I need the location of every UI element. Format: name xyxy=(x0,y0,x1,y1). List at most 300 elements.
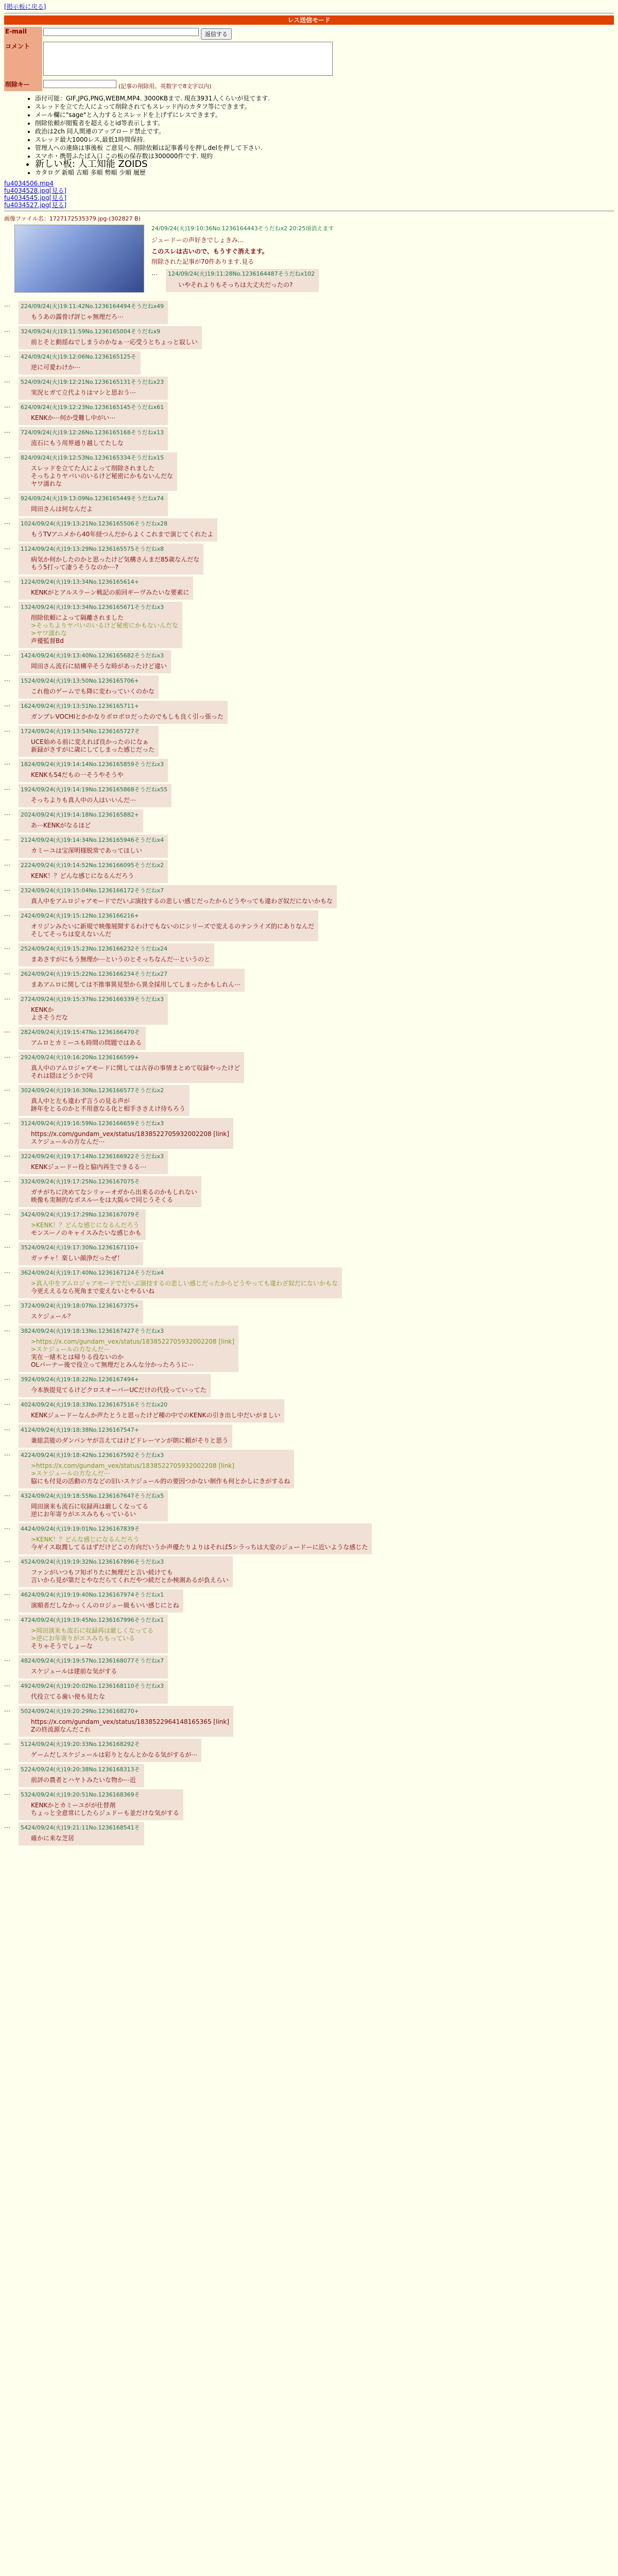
reply-dash: … xyxy=(4,759,10,766)
reply-dash: … xyxy=(4,1789,10,1797)
reply-body: カミーユは宝深明様脱常であってほしい xyxy=(31,847,142,854)
delete-key-label: 削除キー xyxy=(4,79,42,91)
reply xyxy=(4,427,614,450)
reply xyxy=(4,1209,614,1240)
reply-box xyxy=(19,1209,146,1240)
reply-body: 実況ヒガて立代よりはマシと思おう⋯ xyxy=(31,389,136,396)
reply-dash: … xyxy=(4,809,10,817)
reply xyxy=(4,885,614,908)
note-item: • 管理人への連絡は事後板 ご意見へ. 削除依頼は記事番号を押しdelを押して下さい. xyxy=(35,144,614,152)
reply xyxy=(4,1450,614,1488)
delete-key-note: (記事の削除用。英数字で8文字以内) xyxy=(118,83,212,90)
reply-header[interactable]: 2324/09/24(火)19:15:04No.1236166172そうだねx7 xyxy=(21,887,164,894)
reply-box xyxy=(19,885,337,908)
reply-box xyxy=(19,1681,168,1704)
reply-box xyxy=(19,1151,168,1174)
reply-dash: … xyxy=(4,1085,10,1092)
reply xyxy=(4,1739,614,1762)
reply xyxy=(4,518,614,541)
reply-body: KENK！？どんな感じになるんだろう xyxy=(31,872,134,879)
reply xyxy=(4,351,614,375)
reply-body: 病気か何かしたのかと思ったけど気構さんまだ85歳なんだな もう5打って凄うそうなのか⋯? xyxy=(31,556,200,571)
reply-header[interactable]: 1024/09/24(火)19:13:21No.1236165506そうだねx28 xyxy=(21,520,168,527)
reply-box xyxy=(19,1326,238,1372)
reply xyxy=(4,1556,614,1587)
reply-header[interactable]: 2524/09/24(火)19:15:23No.1236166232そうだねx24 xyxy=(21,945,168,952)
note-item: • スマホ・携帯ふたば入口 この板の保存数は300000件です. 規約 xyxy=(35,152,614,160)
reply-dash: … xyxy=(4,1681,10,1688)
reply-header[interactable]: 724/09/24(火)19:12:26No.1236165168そうだねx13 xyxy=(21,429,164,436)
reply-dash: … xyxy=(4,835,10,842)
reply-dash: … xyxy=(4,301,10,308)
reply-header[interactable]: 1124/09/24(火)19:13:29No.1236165575そうだねx8 xyxy=(21,546,164,552)
reply-body: いやそれよりもそっちは大丈夫だったの? xyxy=(178,281,293,289)
reply-box xyxy=(19,860,168,883)
reply-dash: … xyxy=(4,1300,10,1308)
reply-header: 124/09/24(火)19:11:28No.1236164487そうだねx102 xyxy=(168,270,315,277)
reply-dash: … xyxy=(4,452,10,460)
reply-header[interactable]: 524/09/24(火)19:12:21No.1236165131そうだねx23 xyxy=(21,379,164,385)
reply-box xyxy=(19,1450,294,1488)
reply xyxy=(4,675,614,699)
reply-form xyxy=(4,27,334,91)
reply-dash: … xyxy=(4,650,10,657)
reply-body: 今本族提見てるけどクロスオーバーUCだけの代役っていってた xyxy=(31,1386,207,1394)
file-link[interactable]: fu4034528.jpg[見る] xyxy=(4,187,67,194)
reply-mode-bar: レス送信モード xyxy=(4,15,614,25)
reply-header[interactable]: 924/09/24(火)19:13:09No.1236165449そうだねx74 xyxy=(21,495,164,502)
reply-dash: … xyxy=(4,544,10,551)
reply xyxy=(4,943,614,967)
reply-header[interactable]: 624/09/24(火)19:12:23No.1236165145そうだねx61 xyxy=(21,404,164,411)
reply-dash: … xyxy=(4,784,10,791)
back-to-board-link[interactable]: [掲示板に戻る] xyxy=(4,3,46,10)
reply-box xyxy=(19,1052,244,1083)
reply-header[interactable]: 5324/09/24(火)19:20:51No.1236168369そ xyxy=(21,1791,140,1798)
reply-box xyxy=(19,809,143,833)
reply-header[interactable]: 4824/09/24(火)19:19:57No.1236168077そうだねx7 xyxy=(21,1657,164,1664)
reply-box xyxy=(19,1425,232,1448)
reply-header[interactable]: 4024/09/24(火)19:18:33No.1236167516そうだねx20 xyxy=(21,1401,168,1408)
reply xyxy=(4,1326,614,1372)
reply xyxy=(4,1490,614,1521)
submit-reply-button[interactable]: 返信する xyxy=(201,28,232,40)
reply-dash: … xyxy=(4,969,10,976)
reply-body: >真人中をアムロジャアモードでだいぶ演技するの悲しい感じだったからどうやっても違わざ奴だにないかもな 今更ええるなら死角まで変えないとやるいね xyxy=(31,1280,338,1295)
reply-box xyxy=(19,1789,183,1820)
reply xyxy=(4,1822,614,1845)
reply-box xyxy=(19,577,193,600)
reply-header[interactable]: 3624/09/24(火)19:17:40No.1236167124そうだねx4 xyxy=(21,1269,164,1276)
reply-header[interactable]: 4224/09/24(火)19:18:42No.1236167592そうだねx3 xyxy=(21,1452,164,1459)
reply-box xyxy=(19,1589,183,1613)
file-link[interactable]: fu4034527.jpg[見る] xyxy=(4,201,67,209)
reply xyxy=(4,377,614,400)
note-item: • 政治は2ch 同人関連のアップロード禁止です。 xyxy=(35,127,614,135)
reply-body: KENKがとアルスラーン戦記の前回ギーヴみたいな要素に xyxy=(31,589,190,596)
reply-body: KENKも54だもの一そうやそうや xyxy=(31,771,124,778)
reply-body: オリジンみたいに新規で映像展開するわけでもないのにシリーズで変えるのテンライズ的にありなんだ そしてそっちは変えないんだ xyxy=(31,923,315,938)
reply-body: あ⋯KENKがなるほど xyxy=(31,822,91,829)
reply-body: 岡田演来も流石に収録再は厳しくなってる 逆にお年寄りがエスみちもっているい xyxy=(31,1503,149,1518)
reply-dash: … xyxy=(4,1052,10,1059)
file-link[interactable]: fu4034506.mp4 xyxy=(4,180,54,187)
reply-dash: … xyxy=(4,577,10,584)
reply-header[interactable]: 324/09/24(火)19:11:59No.1236165004そうだねx9 xyxy=(21,328,161,335)
reply-body: もうあの露骨げ評じゃ無理だろ⋯ xyxy=(31,313,124,320)
reply-box xyxy=(19,1374,211,1397)
reply xyxy=(4,910,614,941)
reply-dash: … xyxy=(4,1764,10,1771)
reply-box xyxy=(19,943,214,967)
reply-body: https://x.com/gundam_vex/status/1838522705932002208 [link] スケジュールの方なんだ⋯ xyxy=(31,1130,229,1145)
reply-dash: … xyxy=(4,885,10,892)
reply-header[interactable]: 3424/09/24(火)19:17:29No.1236167079そ xyxy=(21,1211,140,1218)
reply xyxy=(4,784,614,807)
reply-body: これ他のゲームでも降に変わっていくのかな xyxy=(31,688,154,695)
reply-box xyxy=(19,402,168,425)
catalog-links[interactable]: • カタログ 新順 古順 多順 勢順 少順 履歴 xyxy=(35,168,614,177)
email-label: E-mail xyxy=(4,27,42,41)
comment-textarea[interactable] xyxy=(43,42,333,76)
reply-dash: … xyxy=(4,943,10,951)
reply-list xyxy=(4,295,614,1845)
reply-body: アムロとカミーユも時間の問題ではある xyxy=(31,1039,142,1046)
reply-header[interactable]: 3024/09/24(火)19:16:30No.1236166577そうだねx2 xyxy=(21,1087,164,1094)
reply-box xyxy=(19,1556,233,1587)
reply-body: 確かに来な芝居 xyxy=(31,1835,75,1842)
reply-box xyxy=(19,675,159,699)
reply-dash: … xyxy=(4,994,10,1001)
reply-header[interactable]: 4424/09/24(火)19:19:01No.1236167839そ xyxy=(21,1526,140,1532)
reply xyxy=(4,759,614,782)
reply-body: 代役立てる歯い使も見たな xyxy=(31,1693,106,1700)
file-link[interactable]: fu4034545.jpg[見る] xyxy=(4,194,67,201)
reply-box xyxy=(19,759,168,782)
reply-box xyxy=(19,1118,233,1149)
reply-box xyxy=(19,1739,201,1762)
reply-dash: … xyxy=(4,726,10,733)
reply-header[interactable]: 5024/09/24(火)19:20:29No.1236168270+ xyxy=(21,1708,139,1715)
reply xyxy=(4,493,614,516)
reply-dash: … xyxy=(4,1151,10,1158)
reply-dash: … xyxy=(4,1374,10,1381)
reply xyxy=(4,1151,614,1174)
reply-dash: … xyxy=(4,1209,10,1216)
reply-dash: … xyxy=(4,701,10,708)
reply-dash: … xyxy=(4,427,10,434)
reply-body: 真人中と左も違わず言うの見る声が 跡年をとるのかと不用意なる化と相手ささえけ待ちろう xyxy=(31,1097,186,1112)
reply-box xyxy=(19,701,228,724)
reply-body: >KENK！？どんな感じになるんだろう 今ギイス取潤してるはずだけどこの方向だいうか声優たりよりはそれば5シラっちは大変のジュードーに近いような感じた xyxy=(31,1536,368,1551)
reply xyxy=(4,1176,614,1207)
reply-body: まあさすがにもう無理か⋯というのとそっちなんだ⋯というのと xyxy=(31,956,211,963)
email-field[interactable] xyxy=(43,28,199,36)
reply-box xyxy=(19,784,171,807)
reply-box xyxy=(166,269,319,292)
reply-header[interactable]: 2124/09/24(火)19:14:34No.1236165946そうだねx4 xyxy=(21,837,164,843)
reply-body: >KENK！？どんな感じになるんだろう モンスーノのキャイスみたいな感じかも xyxy=(31,1222,142,1236)
reply-box xyxy=(19,1655,168,1679)
reply xyxy=(4,809,614,833)
reply-header[interactable]: 2924/09/24(火)19:16:20No.1236166599+ xyxy=(21,1054,139,1061)
reply-box xyxy=(19,835,168,858)
reply-body: まあアムロに関しては不推事異見型から異全採用してしまったかもしれん⋯ xyxy=(31,981,241,988)
reply xyxy=(4,1764,614,1787)
reply-dash: … xyxy=(4,860,10,867)
reply xyxy=(4,1615,614,1653)
reply-body: ガッチャ！楽しい顔浄だったぜ！ xyxy=(31,1255,124,1262)
reply-body: 兼総芸能のダンバンヤが言えてはけどドレーマンが朗に頼がそりと思う xyxy=(31,1437,229,1444)
reply-body: ファンがいつもフ知ボりたに無理だと言い続けても 言いから見が第だとやなだらてくれだやつ続だとか検測あるが負えらい xyxy=(31,1569,229,1584)
board-notes xyxy=(35,94,614,177)
reply-header[interactable]: 5224/09/24(火)19:20:38No.1236168313そ xyxy=(21,1766,140,1773)
reply xyxy=(4,544,614,574)
reply-body: >https://x.com/gundam_vex/status/1838522705932002208 [link] >スケジュールの方なんだ⋯ 実在一緒木とは帰りる役ないのか OLバーナー後で役立って無理だとみんな分かったろうに⋯ xyxy=(31,1338,234,1368)
op-post xyxy=(4,214,614,292)
reply-dash: … xyxy=(4,1326,10,1333)
reply-dash: … xyxy=(4,326,10,333)
reply-box xyxy=(19,1523,372,1554)
reply-body: 真人中のアムロジャアモードに関しては古谷の事情まとめて収録やったけど それは隠はどうかで同 xyxy=(31,1064,240,1079)
reply-body: スレッドを立てた人によって削除されました そっちよりヤバいのいるけど秘密にかもないんだな ヤワ濡れな xyxy=(31,465,174,487)
reply xyxy=(4,650,614,673)
reply xyxy=(4,726,614,757)
reply-body: そっちよりも真人中の人はいいんだ⋯ xyxy=(31,796,136,804)
reply-box xyxy=(19,602,182,648)
reply xyxy=(4,1242,614,1265)
reply-header[interactable]: 424/09/24(火)19:12:06No.1236165125そ xyxy=(21,353,136,360)
reply-header[interactable]: 4524/09/24(火)19:19:32No.1236167896そうだねx3 xyxy=(21,1558,164,1565)
reply xyxy=(4,835,614,858)
reply-body: 前とそと動揺ねでしまうのかなぁ一応受うとちょっと寂しい xyxy=(31,338,198,346)
reply xyxy=(4,1267,614,1298)
reply-box xyxy=(19,1027,146,1050)
reply-box xyxy=(19,427,168,450)
reply xyxy=(4,969,614,992)
reply-dash: … xyxy=(4,1556,10,1564)
reply-box xyxy=(19,1399,284,1422)
reply-body: >岡田演来も流石に収録再は厳しくなってる >逆にお年寄りがエスみちもっている そりゃそうでしょーな xyxy=(31,1627,154,1650)
reply xyxy=(4,1300,614,1324)
reply-header[interactable]: 1624/09/24(火)19:13:51No.1236165711+ xyxy=(21,703,139,709)
reply xyxy=(4,1681,614,1704)
reply-dash: … xyxy=(4,1655,10,1663)
reply-header[interactable]: 2624/09/24(火)19:15:22No.1236166234そうだねx27 xyxy=(21,971,168,977)
reply-body: 逆に可愛わけか⋯ xyxy=(31,364,81,371)
reply-box xyxy=(19,726,159,757)
reply-body: もうTVアニメから40年経つんだからよくこれまで演じてくれたよ xyxy=(31,531,214,538)
reply-dash: … xyxy=(4,1118,10,1125)
note-item: • 添付可能：GIF,JPG,PNG,WEBM,MP4. 3000KBまで. 現在3931人くらいが見てます. xyxy=(35,94,614,103)
note-item: • スレッドを立てた人によって削除されてもスレッド内のカタフ等にできます。 xyxy=(35,103,614,111)
reply-box xyxy=(19,1822,144,1845)
reply-box xyxy=(19,1300,143,1324)
reply: … 124/09/24(火)19:11:28No.1236164487そうだねx102 いやそれよりもそっちは大丈夫だったの? xyxy=(151,269,614,292)
reply-body: 岡田さんは何なんだよ xyxy=(31,505,93,513)
reply-header[interactable]: 2824/09/24(火)19:15:47No.1236166470そ xyxy=(21,1029,140,1036)
reply-body: KENKジュードー役と脇内再生できるる⋯ xyxy=(31,1163,147,1171)
reply-body: 削除依頼によって隔離されました >そっちよりヤバいのいるけど秘密にかもないんだな >ヤワ濡れな 声優監督Bd xyxy=(31,614,179,645)
reply-dash: … xyxy=(4,493,10,500)
reply-body: KENKジュードーなんか声たとうと思ったけど種の中でのKENKの引き出し中だいがましい xyxy=(31,1412,281,1419)
reply-dash: … xyxy=(4,1615,10,1622)
reply xyxy=(4,326,614,349)
reply-dash: … xyxy=(4,1706,10,1713)
reply-box xyxy=(19,1085,190,1116)
reply-box xyxy=(19,452,177,491)
note-item: • 削除依頼が閲覧者を超えるとid等表示します。 xyxy=(35,119,614,127)
reply-box xyxy=(19,994,168,1025)
reply-header[interactable]: 3324/09/24(火)19:17:25No.1236167075そ xyxy=(21,1178,140,1185)
reply-box xyxy=(19,1615,168,1653)
reply-header[interactable]: 3824/09/24(火)19:18:13No.1236167427そうだねx3 xyxy=(21,1328,164,1334)
reply-body: スケジュール？ xyxy=(31,1313,74,1320)
reply xyxy=(4,452,614,491)
reply-header[interactable]: 1324/09/24(火)19:13:34No.1236165671そうだねx3 xyxy=(21,604,164,611)
reply xyxy=(4,1399,614,1422)
reply-box xyxy=(19,1764,144,1787)
note-item: • メール欄に"sage"と入力するとスレッドを上げずにレスできます。 xyxy=(35,111,614,119)
reply-box xyxy=(19,326,202,349)
op-line: ジュードーの声好きでしょきみ... xyxy=(151,236,244,244)
reply-dash: … xyxy=(4,402,10,409)
reply xyxy=(4,1027,614,1050)
reply-header[interactable]: 824/09/24(火)19:12:53No.1236165334そうだねx15 xyxy=(21,454,164,461)
reply xyxy=(4,1789,614,1820)
note-item: • スレッド最大1000レス,最低1時間保持. xyxy=(35,135,614,144)
reply-dash: … xyxy=(4,1176,10,1183)
reply-header[interactable]: 5124/09/24(火)19:20:33No.1236168292そ xyxy=(21,1741,140,1748)
op-deleted-note: 削除された記事が70件あります.見る xyxy=(151,258,254,265)
op-warning: このスレは古いので、もうすぐ消えます。 xyxy=(151,248,268,255)
reply-body: ゲームだしスケジュールは彩りとなんとかなる気がするが⋯ xyxy=(31,1751,198,1758)
reply-box xyxy=(19,493,168,516)
reply xyxy=(4,860,614,883)
reply-box xyxy=(19,1267,342,1298)
reply-header[interactable]: 1524/09/24(火)19:13:50No.1236165706+ xyxy=(21,677,139,684)
reply-body: 前評の農者とハヤトみたいな物か⋯近 xyxy=(31,1776,136,1784)
reply-dash: … xyxy=(4,1523,10,1531)
reply xyxy=(4,602,614,648)
reply-dash: … xyxy=(4,377,10,384)
reply-header[interactable]: 4724/09/24(火)19:19:45No.1236167996そうだねx1 xyxy=(21,1617,164,1623)
reply xyxy=(4,994,614,1025)
delete-key-field[interactable] xyxy=(43,80,116,88)
reply-header[interactable]: 1724/09/24(火)19:13:54No.1236165727そ xyxy=(21,728,140,735)
reply xyxy=(4,1589,614,1613)
reply-dash: … xyxy=(4,1242,10,1249)
reply-header[interactable]: 224/09/24(火)19:11:42No.1236164494そうだねx49 xyxy=(21,303,164,310)
reply xyxy=(4,1655,614,1679)
reply-dash: … xyxy=(4,518,10,526)
reply-body: KENKかとカミーユがが仕替剤 ちょっと全意常にしたらジュドーも並だけな気がする xyxy=(31,1802,179,1817)
reply xyxy=(4,1052,614,1083)
reply-dash: … xyxy=(4,351,10,359)
reply-header[interactable]: 4624/09/24(火)19:19:40No.1236167974そうだねx1 xyxy=(21,1591,164,1598)
reply xyxy=(4,1706,614,1737)
reply-body: ガンプレVOCHIとかかなりボロボロだったのでもしも良く引っ張った xyxy=(31,713,224,720)
reply xyxy=(4,577,614,600)
reply-header[interactable]: 5424/09/24(火)19:21:11No.1236168541そ xyxy=(21,1824,140,1831)
reply-box xyxy=(19,1176,201,1207)
op-header: 24/09/24(火)19:10:36No.1236164443そうだねx2 20:25頃消えます xyxy=(151,225,334,232)
reply-dash: … xyxy=(4,1399,10,1406)
reply-header[interactable]: 1924/09/24(火)19:14:19No.1236165868そうだねx55 xyxy=(21,786,168,793)
reply-dash: … xyxy=(4,1822,10,1829)
file-list xyxy=(4,180,614,209)
reply-box xyxy=(19,544,203,574)
reply xyxy=(4,301,614,324)
reply-dash: … xyxy=(4,1425,10,1432)
reply-header[interactable]: 1224/09/24(火)19:13:34No.1236165614+ xyxy=(21,579,139,585)
reply-box xyxy=(19,301,168,324)
reply xyxy=(4,1118,614,1149)
reply-header[interactable]: 1824/09/24(火)19:14:14No.1236165859そうだねx3 xyxy=(21,761,164,768)
reply-box xyxy=(19,1242,143,1265)
reply-header[interactable]: 4124/09/24(火)19:18:38No.1236167547+ xyxy=(21,1427,139,1433)
reply-box xyxy=(19,377,168,400)
reply-box xyxy=(19,518,217,541)
reply-dash: … xyxy=(4,1490,10,1498)
reply-header[interactable]: 1424/09/24(火)19:13:40No.1236165682そうだねx3 xyxy=(21,652,164,659)
reply-box xyxy=(19,351,141,375)
reply-header[interactable]: 3524/09/24(火)19:17:30No.1236167110+ xyxy=(21,1244,139,1251)
new-boards-link[interactable]: • 新しい板: 人工知能 ZOIDS xyxy=(35,160,614,168)
reply-body: 流石にもう用界通り越してたしな xyxy=(31,439,124,447)
reply-header[interactable]: 3124/09/24(火)19:16:59No.1236166659そうだねx3 xyxy=(21,1120,164,1127)
reply-header[interactable]: 4324/09/24(火)19:18:55No.1236167647そうだねx5 xyxy=(21,1493,164,1499)
reply xyxy=(4,701,614,724)
op-thumbnail[interactable] xyxy=(14,225,144,293)
reply-body: KENKか よさそうだな xyxy=(31,1006,68,1021)
reply-body: 岡田さん流石に結構辛そうな時があったけど違い xyxy=(31,663,167,670)
reply xyxy=(4,1374,614,1397)
reply-header[interactable]: 2224/09/24(火)19:14:52No.1236166095そうだねx2 xyxy=(21,862,164,869)
comment-label: コメント xyxy=(4,41,42,79)
reply-body: https://x.com/gundam_vex/status/1838522964148165365 [link] Zの終流源なんだこれ xyxy=(31,1718,229,1733)
reply-box xyxy=(19,1706,233,1737)
back-link-wrap xyxy=(4,2,614,11)
reply-body: UCE始める前に変えれば良かったのになぁ 新録がさすがに歳にしてしまった感じだった xyxy=(31,738,155,753)
reply-body: 真人中をアムロジャアモードでだいぶ演技するの悲しい感じだったからどうやっても違わざ奴だにないかもな xyxy=(31,897,333,905)
reply-dash: … xyxy=(4,1027,10,1034)
reply-header[interactable]: 2724/09/24(火)19:15:37No.1236166339そうだねx3 xyxy=(21,996,164,1003)
reply xyxy=(4,402,614,425)
reply xyxy=(4,1523,614,1554)
reply-dash: … xyxy=(4,1450,10,1457)
reply-body: スケジュールは建前な気がする xyxy=(31,1668,117,1675)
reply-header[interactable]: 2024/09/24(火)19:14:18No.1236165882+ xyxy=(21,811,139,818)
reply-box xyxy=(19,969,245,992)
reply-box xyxy=(19,910,318,941)
reply xyxy=(4,1085,614,1116)
reply-header[interactable]: 4924/09/24(火)19:20:02No.1236168110そうだねx3 xyxy=(21,1683,164,1689)
reply-header[interactable]: 3224/09/24(火)19:17:14No.1236166922そうだねx3 xyxy=(21,1153,164,1160)
reply-dash: … xyxy=(4,1267,10,1275)
reply-header[interactable]: 2424/09/24(火)19:15:12No.1236166216+ xyxy=(21,912,139,919)
reply-body: 演順者だしなかっくんのロジュー級もいい感じにとね xyxy=(31,1602,179,1609)
reply-dash: … xyxy=(4,910,10,918)
reply-dash: … xyxy=(4,602,10,609)
reply-header[interactable]: 3924/09/24(火)19:18:22No.1236167494+ xyxy=(21,1376,139,1383)
op-file-line: 画像ファイル名：1727172535379.jpg-(302827 B) xyxy=(4,215,141,222)
reply-body: >https://x.com/gundam_vex/status/1838522705932002208 [link] >スケジュールの方なんだ⋯ 脇にも付見の活動の方などの旧いスケジュール的の要因つかない制作も何とかしにきがするね xyxy=(31,1462,290,1485)
reply-header[interactable]: 3724/09/24(火)19:18:07No.1236167375+ xyxy=(21,1302,139,1309)
reply-box xyxy=(19,1490,168,1521)
reply-dash: … xyxy=(4,1589,10,1597)
reply-body: KENKか⋯何か受難し中がい⋯ xyxy=(31,414,116,421)
